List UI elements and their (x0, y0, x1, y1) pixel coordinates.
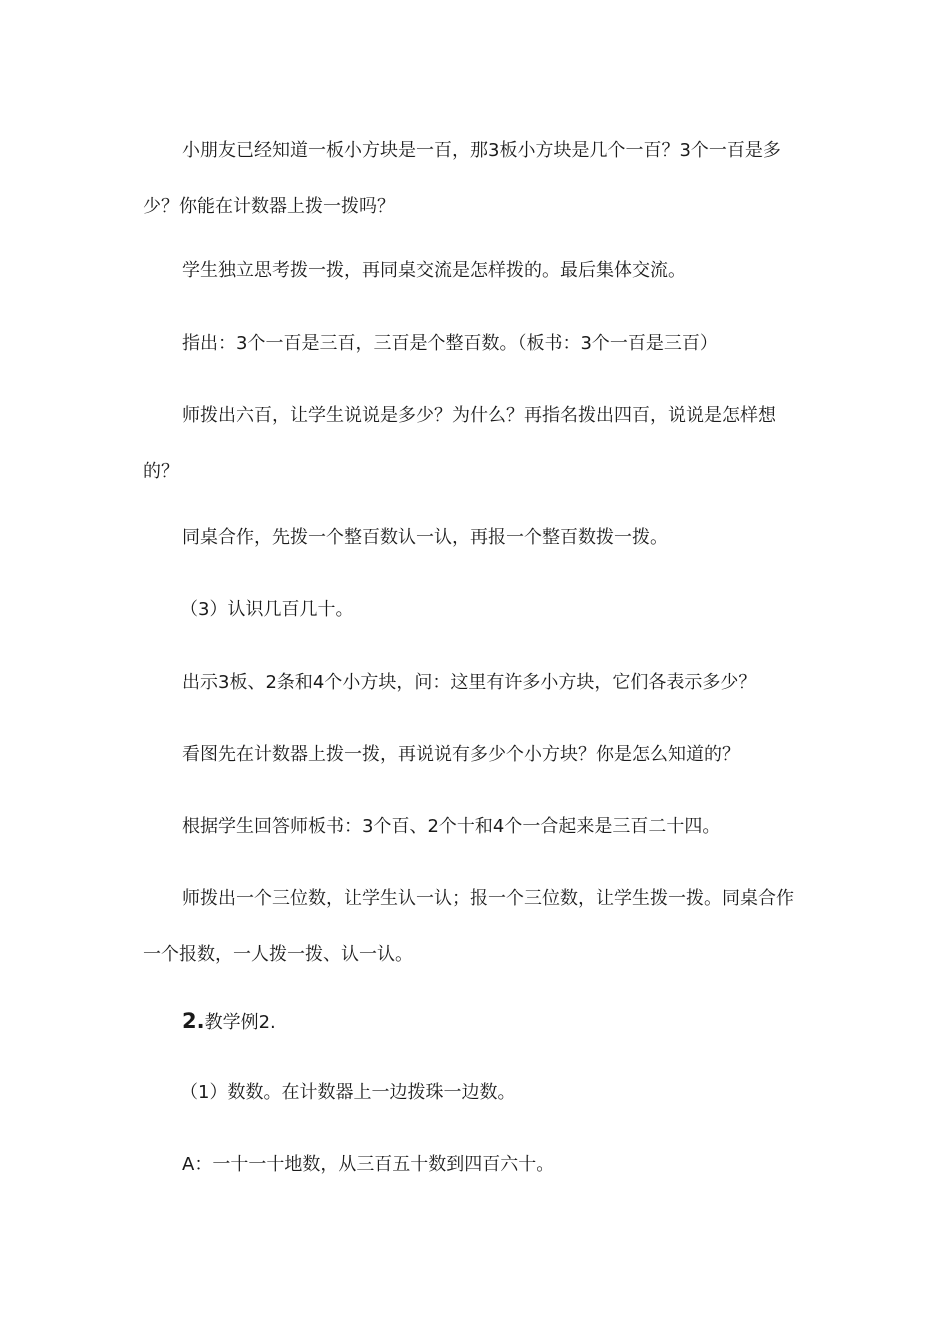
paragraph-1: 小朋友已经知道一板小方块是一百，那3板小方块是几个一百？3个一百是多少？你能在计数器上拨一拨吗？ (143, 140, 781, 217)
paragraph-6: （3）认识几百几十。 (180, 599, 354, 620)
section-number: 2. (182, 1009, 205, 1033)
paragraph-4: 师拨出六百，让学生说说是多少？为什么？再指名拨出四百，说说是怎样想的？ (143, 405, 776, 482)
paragraph-8: 看图先在计数器上拨一拨，再说说有多少个小方块？你是怎么知道的？ (182, 744, 740, 765)
paragraph-12: （1）数数。在计数器上一边拨珠一边数。 (180, 1082, 516, 1103)
paragraph-9: 根据学生回答师板书：3个百、2个十和4个一合起来是三百二十四。 (182, 816, 721, 837)
paragraph-13: A：一十一十地数，从三百五十数到四百六十。 (182, 1154, 555, 1175)
paragraph-2: 学生独立思考拨一拨，再同桌交流是怎样拨的。最后集体交流。 (182, 260, 686, 281)
paragraph-3: 指出：3个一百是三百，三百是个整百数。（板书：3个一百是三百） (182, 333, 718, 354)
paragraph-5: 同桌合作，先拨一个整百数认一认，再报一个整百数拨一拨。 (182, 527, 668, 548)
section-title: 教学例2. (204, 1012, 276, 1033)
paragraph-11 (143, 993, 808, 1051)
paragraph-7: 出示3板、2条和4个小方块，问：这里有许多小方块，它们各表示多少？ (182, 672, 757, 693)
paragraph-10: 师拨出一个三位数，让学生认一认；报一个三位数，让学生拨一拨。同桌合作一个报数，一人拨一拨、认一认。 (143, 888, 794, 965)
